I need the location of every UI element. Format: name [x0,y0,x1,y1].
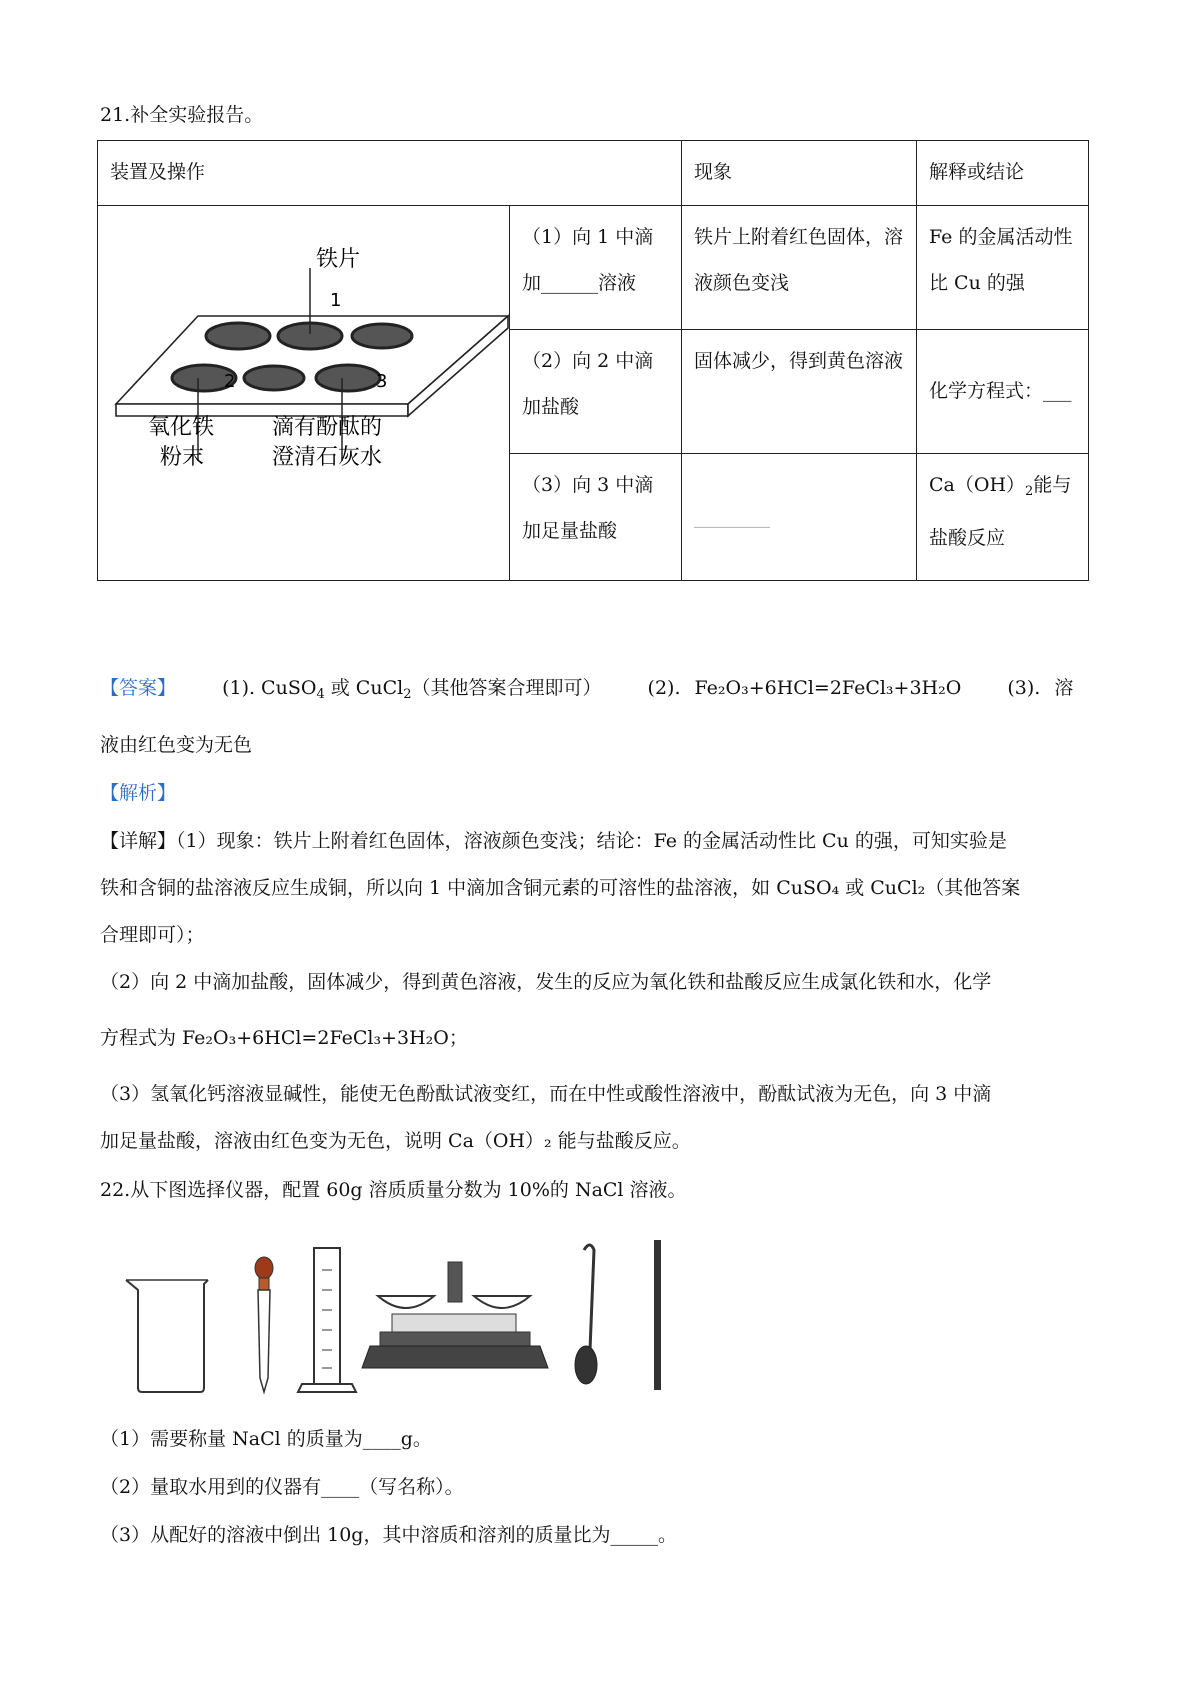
header-operation: 装置及操作 [98,141,682,206]
label-fe2o3-b: 粉末 [160,445,205,470]
phen-2: 固体减少，得到黄色溶液 [682,329,917,453]
dropper-icon [255,1257,273,1392]
label-well-3: 3 [376,371,388,392]
answer-3-start: 溶 [1054,677,1074,699]
concl-3-sub: 2 [1025,483,1034,499]
label-well-1: 1 [330,290,342,311]
answer-line [100,673,1100,702]
label-well-2: 2 [224,371,236,392]
apparatus-figure-cell [98,206,510,581]
op-3: （3）向 3 中滴加足量盐酸 [510,453,682,580]
phen-1: 铁片上附着红色固体，溶液颜色变浅 [682,206,917,330]
header-conclusion: 解释或结论 [917,141,1089,206]
concl-3 [917,453,1089,580]
balance-icon [362,1262,548,1368]
detail-line-3: 合理即可）； [100,924,205,946]
detail-line-7: 加足量盐酸，溶液由红色变为无色，说明 Ca（OH）₂ 能与盐酸反应。 [100,1130,691,1152]
answer-tag: 【答案】 [100,677,177,699]
answer-2: Fe₂O₃+6HCl=2FeCl₃+3H₂O [694,677,962,699]
phen-3: ________ [682,453,917,580]
detail-line-1: 【详解】（1）现象：铁片上附着红色固体，溶液颜色变浅；结论：Fe 的金属活动性比 Cu 的强，可知实验是 [100,830,1007,852]
header-phenomenon: 现象 [682,141,917,206]
answer-1: (1). CuSO$_4$ 或 CuCl$_2$（其他答案合理即可） [222,677,602,702]
graduated-cylinder-icon [298,1248,356,1392]
answer-3-label: (3). [1007,677,1041,699]
label-fe2o3-a: 氧化铁 [148,415,215,440]
q22-sub-2: （2）量取水用到的仪器有____（写名称）。 [100,1476,464,1498]
q21-title: 21.补全实验报告。 [100,104,264,126]
q22-sub-3: （3）从配好的溶液中倒出 10g，其中溶质和溶剂的质量比为_____。 [100,1524,677,1546]
glass-rod-icon [654,1240,661,1390]
concl-1: Fe 的金属活动性比 Cu 的强 [917,206,1089,330]
label-iron: 铁片 [316,247,361,272]
q22-sub-1: （1）需要称量 NaCl 的质量为____g。 [100,1428,432,1450]
detail-line-5: 方程式为 Fe₂O₃+6HCl=2FeCl₃+3H₂O； [100,1027,468,1049]
spot-plate-figure [98,206,510,563]
concl-2: 化学方程式：___ [917,329,1089,453]
instruments-figure [118,1240,798,1400]
beaker-icon [126,1280,208,1392]
concl-3-a: Ca（OH） [929,473,1026,496]
answer-3-cont: 液由红色变为无色 [100,734,253,756]
op-1: （1）向 1 中滴加______溶液 [510,206,682,330]
spoon-icon [575,1245,597,1384]
answer-2-label: (2). [647,677,681,699]
label-lime-b: 澄清石灰水 [272,445,383,470]
concl-3-b: 能与盐酸反应 [929,473,1072,549]
op-2: （2）向 2 中滴加盐酸 [510,329,682,453]
detail-line-6: （3）氢氧化钙溶液显碱性，能使无色酚酞试液变红，而在中性或酸性溶液中，酚酞试液为无色，向 3 中滴 [100,1083,992,1105]
analysis-tag: 【解析】 [100,782,177,804]
label-lime-a: 滴有酚酞的 [272,415,383,440]
detail-line-4: （2）向 2 中滴加盐酸，固体减少，得到黄色溶液，发生的反应为氧化铁和盐酸反应生成氯化铁和水，化学 [100,971,992,993]
q22-title: 22.从下图选择仪器，配置 60g 溶质质量分数为 10%的 NaCl 溶液。 [100,1179,687,1201]
report-table [97,140,1089,581]
detail-line-2: 铁和含铜的盐溶液反应生成铜，所以向 1 中滴加含铜元素的可溶性的盐溶液，如 CuSO₄ 或 CuCl₂（其他答案 [100,877,1021,899]
